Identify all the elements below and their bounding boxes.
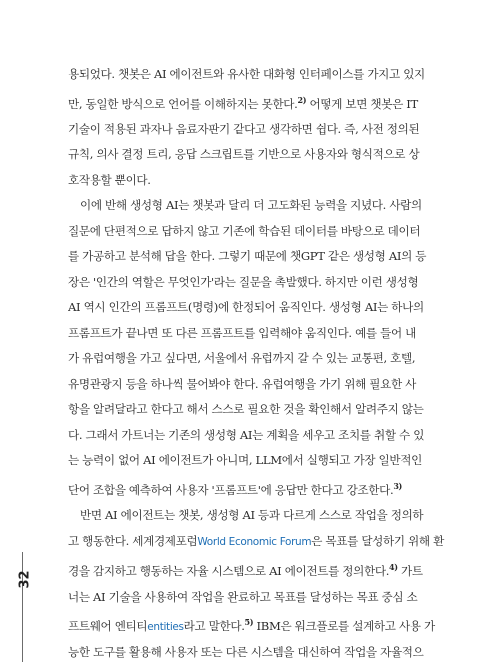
- margin-rule: [22, 552, 23, 662]
- text-line: [68, 346, 460, 372]
- text-line: [68, 423, 460, 449]
- text-run: 반면 AI 에이전트는 챗봇, 생성형 AI 등과 다르게 스스로 작업을 정의하: [80, 508, 424, 523]
- text-line: [68, 397, 460, 423]
- footnote-marker: 2): [297, 94, 307, 105]
- text-line: [68, 62, 460, 88]
- text-run: 가 유럽여행을 가고 싶다면, 서울에서 유럽까지 갈 수 있는 교통편, 호텔,: [68, 351, 416, 366]
- paragraph: [68, 193, 460, 503]
- text-line: [68, 168, 460, 194]
- paragraph: [68, 503, 460, 666]
- footnote-marker: 5): [244, 617, 254, 628]
- text-line: [68, 448, 460, 474]
- text-run: 를 가공하고 분석해 답을 한다. 그렇기 때문에 챗GPT 같은 생성형 AI의 등: [68, 249, 427, 264]
- text-line: [68, 117, 460, 143]
- page-number: 32: [17, 570, 33, 589]
- paragraph: [68, 62, 460, 193]
- footnote-marker: 3): [393, 480, 402, 491]
- text-run: 고 행동한다. 세계경제포럼: [68, 533, 198, 548]
- text-run: 는 능력이 없어 AI 에이전트가 아니며, LLM에서 실행되고 가장 일반적인: [68, 453, 422, 468]
- body-text: [68, 62, 460, 666]
- text-line: [68, 142, 460, 168]
- text-line: [68, 640, 460, 666]
- text-run: IBM은 워크플로를 설계하고 사용 가: [253, 618, 435, 633]
- text-run: 어떻게 보면 챗봇은 IT: [306, 96, 418, 111]
- text-run: 장은 '인간의 역할은 무엇인가'라는 질문을 촉발했다. 하지만 이런 생성형: [68, 274, 419, 289]
- text-run: 프롬프트가 끝나면 또 다른 프롬프트를 입력해야 움직인다. 예를 들어 내: [68, 325, 416, 340]
- text-run: 이에 반해 생성형 AI는 챗봇과 달리 더 고도화된 능력을 지녔다. 사람의: [80, 198, 422, 213]
- text-run: 단어 조합을 예측하여 사용자 '프롬프트'에 응답만 한다고 강조한다.: [68, 482, 394, 497]
- text-run: 라고 말한다.: [183, 618, 245, 633]
- text-run: 프트웨어 엔티티: [68, 618, 148, 633]
- text-line: [68, 219, 460, 245]
- text-run: 기술이 적용된 과자나 음료자판기 같다고 생각하면 쉽다. 즉, 사전 정의된: [68, 121, 420, 136]
- text-run: 규칙, 의사 결정 트리, 응답 스크립트를 기반으로 사용자와 형식적으로 상: [68, 147, 420, 162]
- text-line: [68, 244, 460, 270]
- text-line: [68, 372, 460, 398]
- text-run: 질문에 단편적으로 답하지 않고 기존에 학습된 데이터를 바탕으로 데이터: [68, 223, 421, 238]
- text-line: [68, 270, 460, 296]
- text-line: [68, 529, 460, 556]
- text-line: [68, 585, 460, 611]
- text-run: AI 역시 인간의 프롬프트(명령)에 한정되어 움직인다. 생성형 AI는 하나의: [68, 300, 424, 315]
- text-line: [68, 88, 460, 117]
- text-run: 항을 알려달라고 한다고 해서 스스로 필요한 것을 확인해서 알려주지 않는: [68, 402, 424, 417]
- text-line: [68, 193, 460, 219]
- text-run: 너는 AI 기술을 사용하여 작업을 완료하고 목표를 달성하는 목표 중심 소: [68, 589, 418, 604]
- text-line: [68, 295, 460, 321]
- text-run: 만, 동일한 방식으로 언어를 이해하지는 못한다.: [68, 96, 298, 111]
- latin-term: World Economic Forum: [197, 535, 312, 548]
- text-run: 다. 그래서 가트너는 기존의 생성형 AI는 계획을 세우고 조치를 취할 수 있: [68, 427, 425, 442]
- text-run: 은 목표를 달성하기 위해 환: [311, 533, 444, 548]
- footnote-marker: 4): [389, 562, 398, 573]
- text-run: 경을 감지하고 행동하는 자율 시스템으로 AI 에이전트를 정의한다.: [68, 564, 390, 579]
- text-line: [68, 321, 460, 347]
- text-line: [68, 503, 460, 529]
- text-run: 능한 도구를 활용해 사용자 또는 다른 시스템을 대신하여 작업을 자율적으: [68, 645, 424, 660]
- text-run: 가트: [397, 564, 423, 579]
- text-line: [68, 474, 460, 503]
- text-run: 유명관광지 등을 하나씩 물어봐야 한다. 유럽여행을 가기 위해 필요한 사: [68, 376, 416, 391]
- text-run: 용되었다. 챗봇은 AI 에이전트와 유사한 대화형 인터페이스를 가지고 있지: [68, 67, 425, 81]
- text-line: [68, 555, 460, 584]
- latin-term: entities: [147, 620, 184, 633]
- text-run: 호작용할 뿐이다.: [68, 172, 151, 187]
- text-line: [68, 610, 460, 640]
